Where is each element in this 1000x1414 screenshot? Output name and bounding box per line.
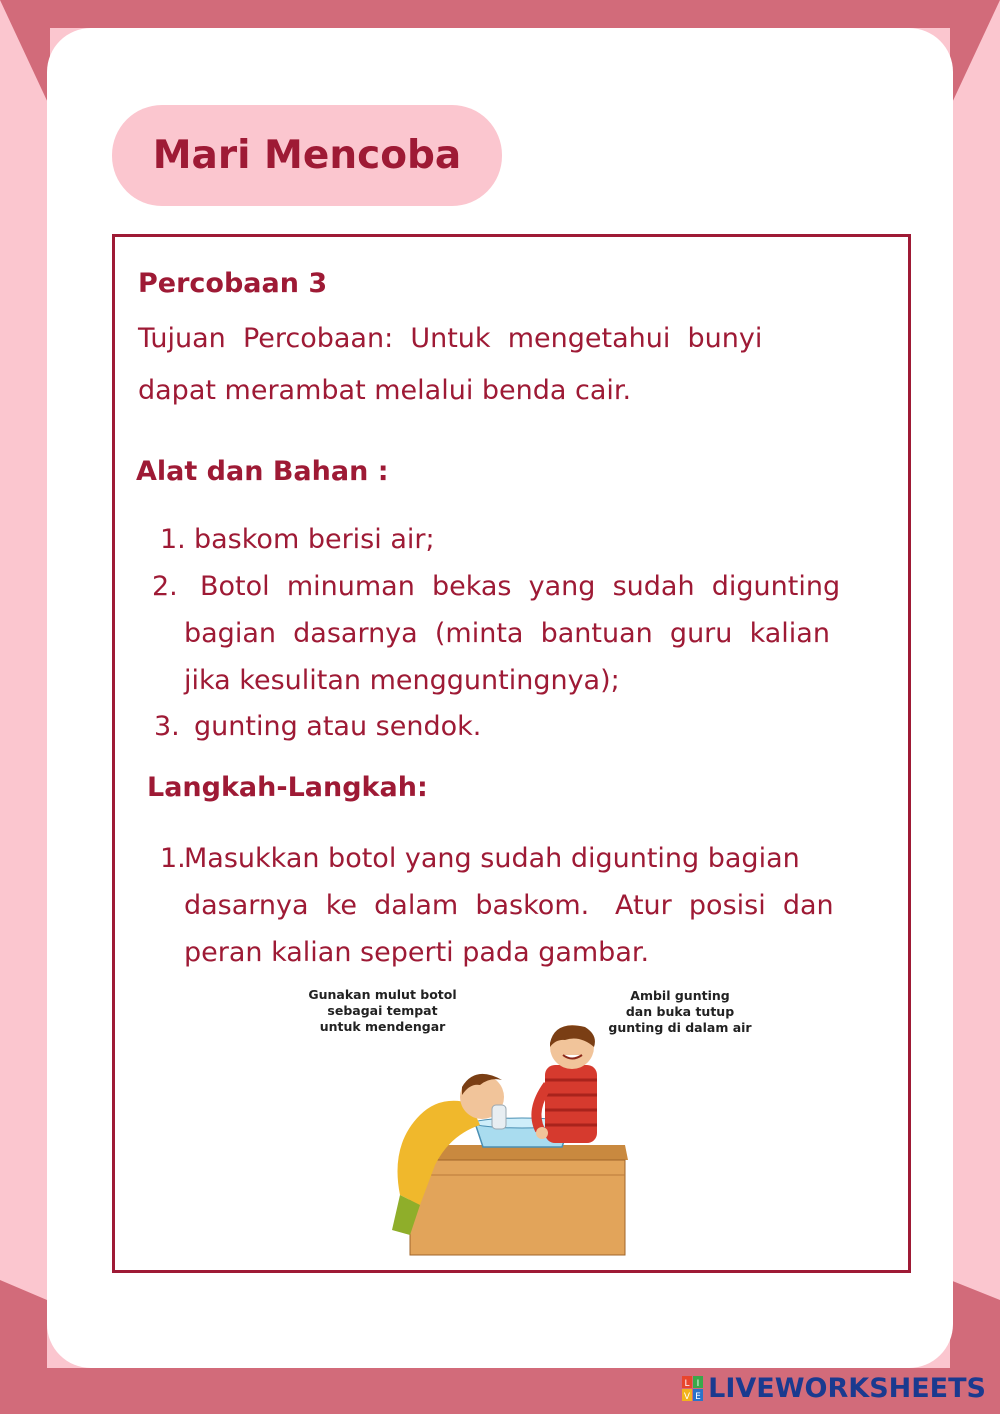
experiment-illustration [380,1025,650,1260]
logo-letter: L [684,1378,690,1389]
materials-item-2-line1: Botol minuman bekas yang sudah digunting [200,571,841,602]
caption-left-line: untuk mendengar [319,1019,446,1034]
liveworksheets-wordmark[interactable]: LIVEWORKSHEETS [708,1373,986,1404]
caption-right-line: Ambil gunting [630,988,730,1003]
steps-item-1-line1: Masukkan botol yang sudah digunting bagian [184,843,800,874]
caption-left [300,987,465,1035]
materials-item-2-line2: bagian dasarnya (minta bantuan guru kalian [184,618,830,649]
steps-item-1-line3: peran kalian seperti pada gambar. [184,937,650,968]
materials-item-3-number: 3. [154,711,180,742]
logo-letter: V [684,1391,691,1402]
caption-right-line: gunting di dalam air [608,1020,752,1035]
caption-right-line: dan buka tutup [625,1004,735,1019]
caption-left-line: Gunakan mulut botol [308,987,457,1002]
experiment-heading: Percobaan 3 [138,268,328,299]
materials-item-3-text: gunting atau sendok. [194,711,482,742]
caption-left-line: sebagai tempat [327,1003,438,1018]
logo-letter: E [695,1391,701,1402]
materials-item-1-number: 1. [160,524,186,555]
caption-right [595,988,765,1036]
steps-item-1-number: 1. [160,843,186,874]
materials-item-2-number: 2. [152,571,178,602]
page-title: Mari Mencoba [152,133,462,178]
materials-item-1-text: baskom berisi air; [194,524,435,555]
liveworksheets-brand [682,1373,986,1404]
steps-heading: Langkah-Langkah: [147,772,428,803]
title-pill [112,105,502,206]
logo-letter: I [696,1378,700,1389]
experiment-aim-line2: dapat merambat melalui benda cair. [138,375,632,406]
materials-heading: Alat dan Bahan : [136,456,389,487]
experiment-aim-line1: Tujuan Percobaan: Untuk mengetahui bunyi [138,323,763,354]
steps-item-1-line2: dasarnya ke dalam baskom. Atur posisi dan [184,890,834,921]
materials-item-2-line3: jika kesulitan mengguntingnya); [184,665,620,696]
liveworksheets-logo-icon [682,1376,704,1402]
